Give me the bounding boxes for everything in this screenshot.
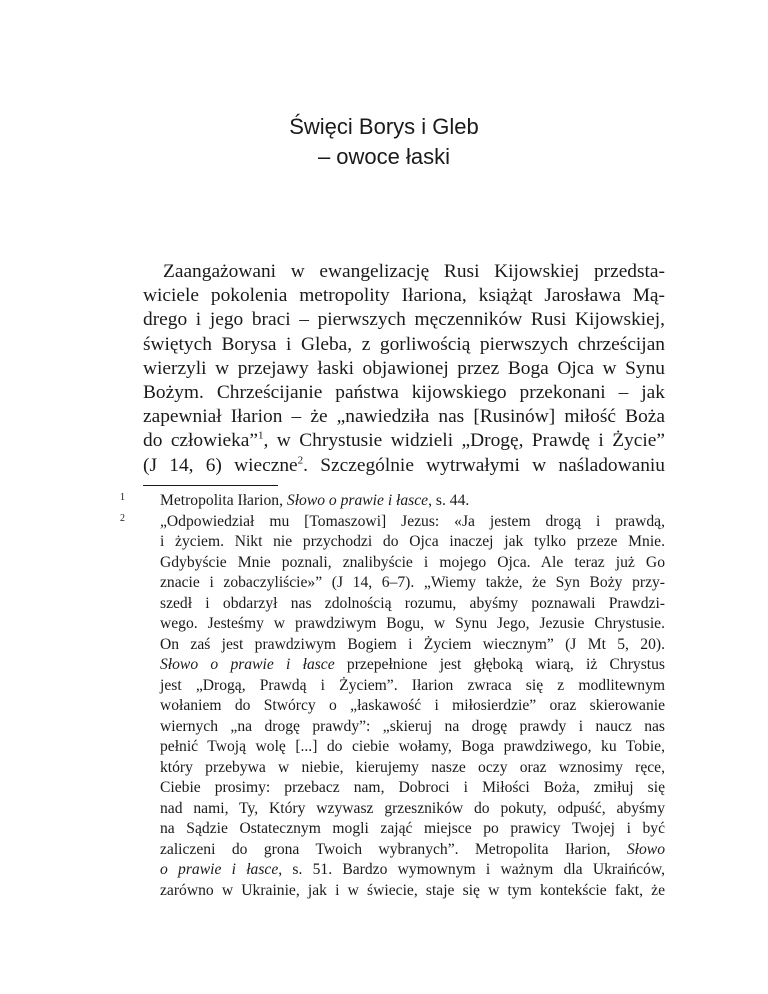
footnotes: [120, 491, 665, 901]
footnote-number: 1: [120, 492, 125, 503]
body-text-fragment: . Szczególnie wytrwałymi w naśladowaniu: [303, 454, 665, 476]
footnote-line: „Odpowiedział mu [Tomaszowi] Jezus: «Ja jestem drogą i prawdą,: [160, 512, 665, 530]
footnote-number: 2: [120, 512, 125, 524]
chapter-title-line-2: – owoce łaski: [317, 144, 451, 169]
body-line: Bożym. Chrześcijanie państwa kijowskiego przekonani – jak: [143, 382, 665, 404]
footnote-mark-1[interactable]: 1: [258, 429, 264, 442]
footnote-line: pełnić Twoją wolę [...] do ciebie wołamy, Boga prawdziwego, ku Tobie,: [160, 738, 665, 755]
footnote-text: zaliczeni do grona Twoich wybranych”. Metropolita Iłarion,: [160, 840, 627, 858]
footnote-line: wego. Jesteśmy w prawdziwym Bogu, w Synu Jego, Jezusie Chrystusie.: [160, 615, 665, 632]
body-line: Zaangażowani w ewangelizację Rusi Kijowskiej przedsta-: [163, 261, 665, 282]
footnote-line: na Sądzie Ostatecznym mogli zająć miejsce po prawicy Twojej i być: [160, 820, 665, 837]
footnote-line: który przebywa w niebie, kierujemy nasze oczy oraz wznosimy ręce,: [160, 758, 665, 776]
footnote-line: szedł i obdarzył nas zdolnością rozumu, abyśmy poznawali Prawdzi-: [160, 594, 665, 612]
chapter-title-line-1: Święci Borys i Gleb: [289, 114, 479, 139]
footnote-text: , s. 51. Bardzo wymownym i ważnym dla Ukraińców,: [278, 861, 665, 878]
footnote-line: jest „Drogą, Prawdą i Życiem”. Iłarion zwraca się z modlitewnym: [160, 676, 665, 694]
footnote-line: On zaś jest prawdziwym Bogiem i Życiem wiecznym” (J Mt 5, 20).: [160, 635, 665, 653]
footnote-1: [120, 491, 665, 512]
footnote-line: Gdybyście Mnie poznali, znalibyście i mojego Ojca. Ale teraz już Go: [160, 553, 665, 571]
body-line: drego i jego braci – pierwszych męczenników Rusi Kijowskiej,: [143, 309, 665, 331]
body-line: świętych Borysa i Gleba, z gorliwością pierwszych chrześcijan: [143, 333, 665, 355]
body-line: wierzyli w przejawy łaski objawionej przez Boga Ojca w Synu: [143, 357, 665, 379]
footnote-separator: [143, 485, 278, 486]
footnote-title-italic: Słowo: [626, 840, 665, 858]
body-line: zapewniał Iłarion – że „nawiedziła nas [Rusinów] miłość Boża: [143, 406, 665, 428]
footnote-line: nad nami, Ty, Który wzywasz grzeszników do pokuty, odpuść, abyśmy: [160, 799, 665, 817]
footnote-text: , s. 44.: [428, 492, 470, 509]
footnote-line: Ciebie prosimy: przebacz nam, Dobroci i Miłości Boża, zmiłuj się: [160, 779, 665, 796]
body-line: [143, 429, 665, 453]
footnote-mark-2[interactable]: 2: [297, 454, 304, 467]
footnote-line: [160, 860, 665, 881]
footnote-text: przepełnione jest głęboką wiarą, iż Chrystus: [334, 656, 665, 673]
footnote-line: [160, 491, 665, 512]
body-line: wiciele pokolenia metropolity Iłariona, książąt Jarosława Mą-: [143, 285, 665, 307]
footnote-line: wiernych „na drogę prawdy”: „skieruj na drogę prawdy i naucz nas: [160, 717, 665, 735]
body-text-fragment: , w Chrystusie widzieli „Drogę, Prawdę i Życie”: [263, 430, 665, 452]
footnote-line: i życiem. Nikt nie przychodzi do Ojca inaczej jak tylko przeze Mnie.: [160, 533, 665, 550]
footnote-line: znacie i zobaczyliście»” (J 14, 6–7). „Wiemy także, że Syn Boży przy-: [160, 574, 665, 591]
body-line: [143, 454, 665, 478]
footnote-2: [120, 512, 665, 902]
footnote-text: Metropolita Iłarion,: [160, 492, 287, 509]
body-text-fragment: (J 14, 6) wieczne: [143, 454, 298, 476]
footnote-title-italic: Słowo o prawie i łasce: [286, 492, 429, 509]
footnote-title-italic: Słowo o prawie i łasce: [160, 656, 335, 673]
footnote-line: [160, 840, 665, 861]
footnote-line: wołaniem do Stwórcy o „łaskawość i miłosierdzie” oraz skierowanie: [160, 697, 665, 714]
footnote-line: zarówno w Ukrainie, jak i w świecie, staje się w tym kontekście fakt, że: [160, 881, 665, 899]
body-paragraph: [143, 260, 665, 478]
footnote-line: [160, 655, 665, 676]
footnote-title-italic: o prawie i łasce: [160, 861, 279, 878]
body-text-fragment: do człowieka”: [143, 430, 259, 452]
chapter-title: [0, 112, 768, 172]
